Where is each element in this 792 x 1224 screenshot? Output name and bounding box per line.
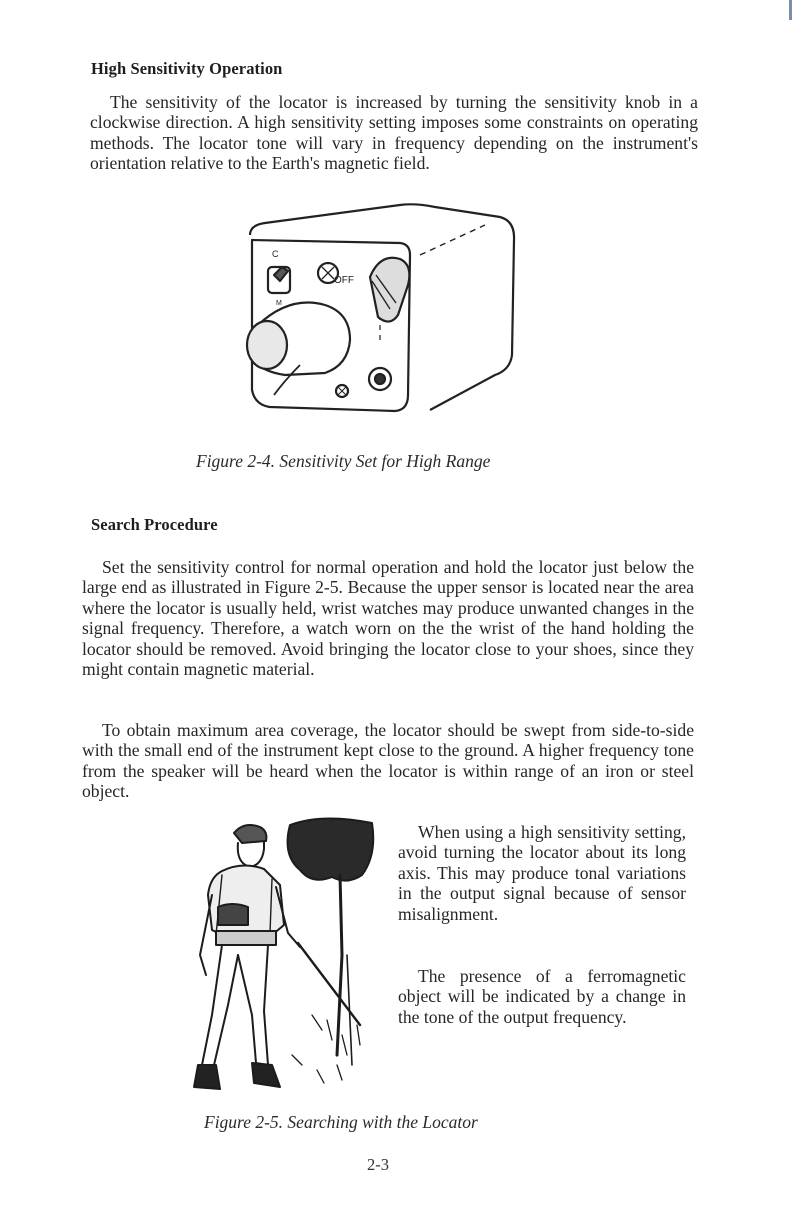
- figure-2-5-caption: Figure 2-5. Searching with the Locator: [204, 1112, 478, 1132]
- section-heading-high-sensitivity: High Sensitivity Operation: [91, 59, 283, 78]
- page-number: 2-3: [367, 1155, 389, 1174]
- label-off: OFF: [334, 275, 354, 286]
- paragraph-search-procedure-2: To obtain maximum area coverage, the locator should be swept from side-to-side with the small end of the instrument kept close to the ground. A higher frequency tone from the speaker will be heard when the locator is within range of an iron or steel object.: [82, 720, 694, 802]
- locator-instrument-illustration: [230, 195, 530, 445]
- paragraph-high-sensitivity: The sensitivity of the locator is increased by turning the sensitivity knob in a clockwise direction. A high sensitivity setting imposes some constraints on operating methods. The locator tone will vary in frequency depending on the instrument's orientation relative to the Earth's magnetic field.: [90, 92, 698, 174]
- section-heading-search-procedure: Search Procedure: [91, 515, 218, 534]
- figure-2-4-caption: Figure 2-4. Sensitivity Set for High Range: [196, 451, 491, 471]
- paragraph-side-ferromagnetic: The presence of a ferromagnetic object will be indicated by a change in the tone of the output frequency.: [398, 966, 686, 1027]
- man-searching-illustration: [172, 815, 382, 1095]
- paragraph-search-procedure-1: Set the sensitivity control for normal operation and hold the locator just below the large end as illustrated in Figure 2-5. Because the upper sensor is located near the area where the locator is usually held, wrist watches may produce unwanted changes in the signal frequency. Therefore, a watch worn on the the wrist of the hand holding the locator should be removed. Avoid bringing the locator close to your shoes, since they might contain magnetic material.: [82, 557, 694, 680]
- paragraph-side-high-sensitivity: When using a high sensitivity setting, avoid turning the locator about its long axis. This may produce tonal variations in the output signal because of sensor misalignment.: [398, 822, 686, 924]
- label-c: C: [272, 249, 279, 259]
- label-m: M: [276, 300, 282, 307]
